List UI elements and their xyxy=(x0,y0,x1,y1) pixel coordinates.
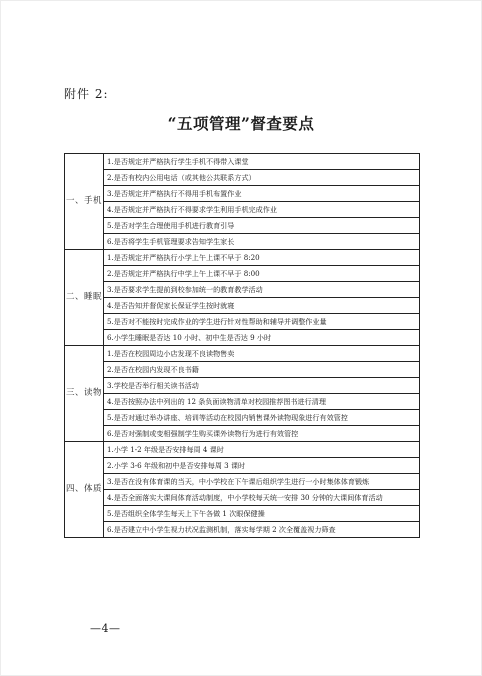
table-row xyxy=(65,458,420,474)
document-title: “五项管理”督查要点 xyxy=(167,114,315,133)
category-cell: 二、睡眠 xyxy=(65,250,104,346)
table-row xyxy=(65,330,420,346)
item-cell: 2.小学 3-6 年级和初中是否安排每周 3 课时 xyxy=(104,458,420,474)
item-cell: 2.是否规定并严格执行中学上午上课不早于 8:00 xyxy=(104,266,420,282)
table-row xyxy=(65,394,420,410)
table-row xyxy=(65,378,420,394)
item-cell: 3.学校是否举行相关读书活动 xyxy=(104,378,420,394)
table-row xyxy=(65,410,420,426)
table-row xyxy=(65,442,420,458)
item-cell: 1.是否规定并严格执行学生手机不得带入课堂 xyxy=(104,154,420,170)
table-row xyxy=(65,298,420,314)
table-row xyxy=(65,362,420,378)
table-row xyxy=(65,506,420,522)
item-cell: 1.是否在校园周边小店发现不良读物售卖 xyxy=(104,346,420,362)
table-row xyxy=(65,266,420,282)
table-row xyxy=(65,154,420,170)
table-row xyxy=(65,170,420,186)
item-cell: 4.是否全面落实大课间体育活动制度，中小学校每天统一安排 30 分钟的大课间体育活动 xyxy=(104,490,420,506)
item-cell: 3.是否规定并严格执行不得用手机布置作业 xyxy=(104,186,420,202)
item-cell: 5.是否对通过举办讲座、培训等活动在校园内销售课外读物现象进行有效管控 xyxy=(104,410,420,426)
table-row xyxy=(65,490,420,506)
table-row xyxy=(65,314,420,330)
item-cell: 6.是否将学生手机管理要求告知学生家长 xyxy=(104,234,420,250)
item-cell: 5.是否对学生合理使用手机进行教育引导 xyxy=(104,218,420,234)
category-cell: 四、体质 xyxy=(65,442,104,538)
item-cell: 1.小学 1-2 年级是否安排每周 4 课时 xyxy=(104,442,420,458)
item-cell: 6.是否对强制或变相强制学生购买课外读物行为进行有效管控 xyxy=(104,426,420,442)
item-cell: 3.是否在没有体育课的当天，中小学校在下午课后组织学生进行一小时集体体育锻炼 xyxy=(104,474,420,490)
item-cell: 1.是否规定并严格执行小学上午上课不早于 8:20 xyxy=(104,250,420,266)
item-cell: 6.是否建立中小学生视力状况监测机制，落实每学期 2 次全覆盖视力筛查 xyxy=(104,522,420,538)
supervision-table xyxy=(64,153,420,538)
category-cell: 一、手机 xyxy=(65,154,104,250)
table-row xyxy=(65,474,420,490)
item-cell: 4.是否告知并督促家长保证学生按时就寝 xyxy=(104,298,420,314)
table-row xyxy=(65,522,420,538)
table-row xyxy=(65,426,420,442)
item-cell: 2.是否在校园内发现不良书籍 xyxy=(104,362,420,378)
page-number: —4— xyxy=(90,622,121,635)
attachment-label: 附件 2: xyxy=(64,87,109,101)
category-cell: 三、读物 xyxy=(65,346,104,442)
item-cell: 5.是否组织全体学生每天上下午各做 1 次眼保健操 xyxy=(104,506,420,522)
item-cell: 4.是否规定并严格执行不得要求学生利用手机完成作业 xyxy=(104,202,420,218)
table-row xyxy=(65,234,420,250)
item-cell: 3.是否要求学生提前到校参加统一的教育教学活动 xyxy=(104,282,420,298)
table-row xyxy=(65,202,420,218)
table-row xyxy=(65,186,420,202)
table-row xyxy=(65,250,420,266)
table-row xyxy=(65,218,420,234)
item-cell: 2.是否有校内公用电话（或其他公共联系方式） xyxy=(104,170,420,186)
item-cell: 6.小学生睡眠是否达 10 小时、初中生是否达 9 小时 xyxy=(104,330,420,346)
item-cell: 4.是否按照办法中列出的 12 条负面读物清单对校园推荐图书进行清理 xyxy=(104,394,420,410)
table-row xyxy=(65,346,420,362)
item-cell: 5.是否对不能按时完成作业的学生进行针对性帮助和辅导并调整作业量 xyxy=(104,314,420,330)
table-row xyxy=(65,282,420,298)
